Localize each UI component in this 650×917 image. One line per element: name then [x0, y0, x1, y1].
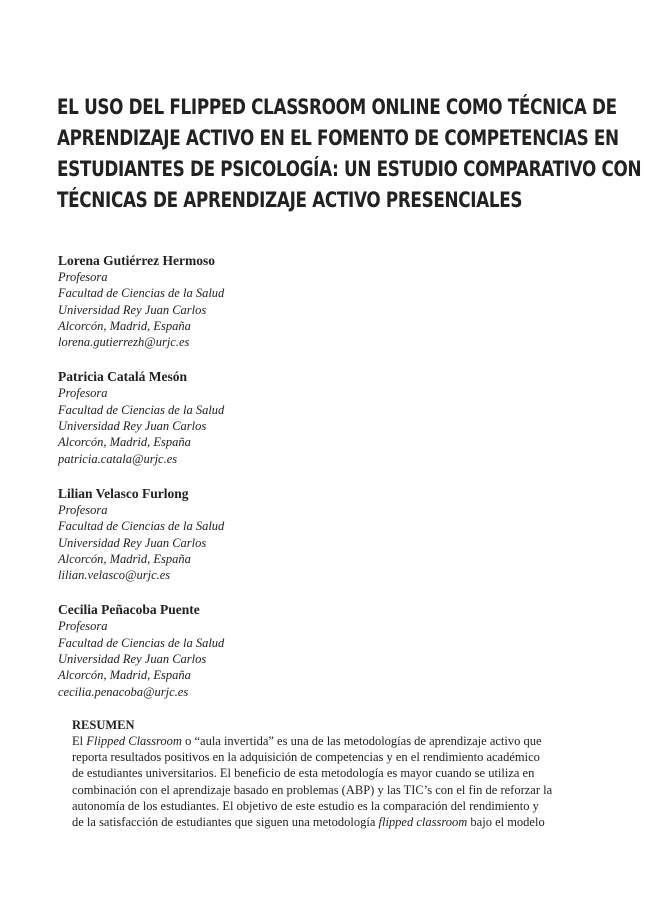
author-block — [58, 601, 578, 699]
abstract-text: o “aula invertida” es una de las metodologías de aprendizaje activo que — [181, 734, 542, 748]
abstract-italic-term: flipped classroom — [378, 815, 468, 830]
author-faculty: Facultad de Ciencias de la Salud — [58, 519, 225, 534]
author-faculty: Facultad de Ciencias de la Salud — [58, 402, 225, 417]
paper-title — [57, 92, 642, 216]
abstract-text: bajo el modelo — [467, 815, 545, 830]
abstract-text: de la satisfacción de estudiantes que siguen una metodología — [72, 815, 379, 830]
author-location: Alcorcón, Madrid, España — [58, 318, 191, 333]
abstract-heading: RESUMEN — [72, 718, 135, 732]
author-email[interactable]: lorena.gutierrezh@urjc.es — [58, 335, 190, 350]
title-line: APRENDIZAJE ACTIVO EN EL FOMENTO DE COMPETENCIAS EN — [57, 126, 619, 150]
abstract-line — [72, 733, 582, 749]
author-role: Profesora — [58, 619, 108, 634]
abstract-line: combinación con el aprendizaje basado en problemas (ABP) y las TIC’s con el fin de reforzar la — [72, 782, 553, 797]
author-faculty: Facultad de Ciencias de la Salud — [58, 286, 225, 301]
author-name: Patricia Catalá Mesón — [58, 369, 187, 385]
abstract-italic-term: Flipped Classroom — [86, 734, 182, 748]
author-location: Alcorcón, Madrid, España — [58, 668, 191, 683]
author-university: Universidad Rey Juan Carlos — [58, 535, 207, 550]
author-role: Profesora — [58, 270, 108, 284]
author-name: Lilian Velasco Furlong — [58, 485, 189, 501]
author-email[interactable]: cecilia.penacoba@urjc.es — [58, 684, 189, 699]
author-role: Profesora — [58, 386, 108, 401]
author-block — [58, 485, 578, 583]
author-location: Alcorcón, Madrid, España — [58, 551, 191, 566]
abstract-body — [72, 733, 582, 830]
author-role: Profesora — [58, 502, 108, 517]
author-university: Universidad Rey Juan Carlos — [58, 652, 207, 667]
author-email[interactable]: lilian.velasco@urjc.es — [58, 568, 171, 583]
abstract-text: El — [72, 734, 87, 748]
abstract-line: autonomía de los estudiantes. El objetivo de este estudio es la comparación del rendimiento y — [72, 798, 539, 813]
title-line: ESTUDIANTES DE PSICOLOGÍA: UN ESTUDIO COMPARATIVO CON — [57, 157, 642, 181]
author-university: Universidad Rey Juan Carlos — [58, 419, 207, 434]
author-location: Alcorcón, Madrid, España — [58, 435, 191, 450]
author-list — [58, 252, 578, 718]
author-block — [58, 368, 578, 466]
abstract-line — [72, 814, 582, 830]
title-line: EL USO DEL FLIPPED CLASSROOM ONLINE COMO TÉCNICA DE — [57, 95, 617, 119]
abstract-line: de estudiantes universitarios. El beneficio de esta metodología es mayor cuando se utiliza en — [72, 766, 535, 781]
author-faculty: Facultad de Ciencias de la Salud — [58, 635, 225, 650]
author-name: Cecilia Peñacoba Puente — [58, 602, 200, 618]
abstract-line: reporta resultados positivos en la adquisición de competencias y en el rendimiento académico — [72, 750, 540, 765]
title-line: TÉCNICAS DE APRENDIZAJE ACTIVO PRESENCIALES — [57, 188, 523, 212]
author-block — [58, 252, 578, 350]
author-university: Universidad Rey Juan Carlos — [58, 302, 207, 317]
author-email[interactable]: patricia.catala@urjc.es — [58, 451, 178, 466]
abstract-section — [72, 717, 582, 830]
author-name: Lorena Gutiérrez Hermoso — [58, 253, 215, 268]
